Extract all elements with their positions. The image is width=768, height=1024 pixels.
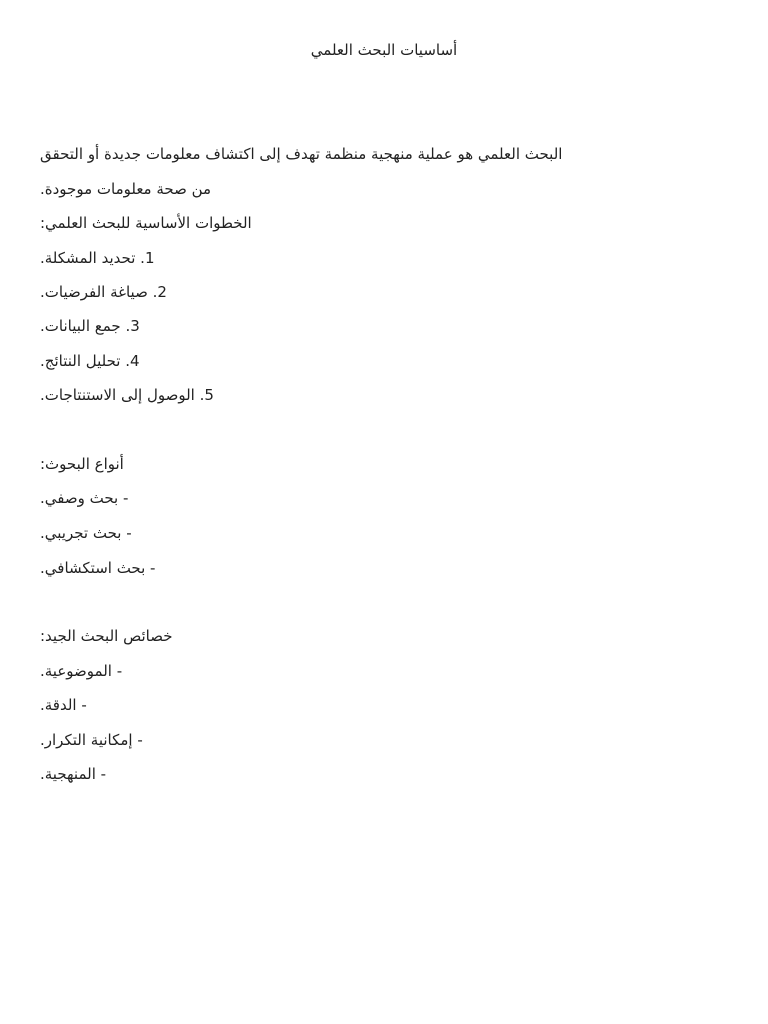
traits-heading: خصائص البحث الجيد: bbox=[40, 627, 173, 645]
step-item: 3. جمع البيانات. bbox=[40, 317, 140, 335]
step-item: 4. تحليل النتائج. bbox=[40, 352, 140, 370]
step-item: 2. صياغة الفرضيات. bbox=[40, 283, 167, 301]
trait-item: - المنهجية. bbox=[40, 765, 107, 783]
type-item: - بحث تجريبي. bbox=[40, 524, 132, 542]
type-item: - بحث استكشافي. bbox=[40, 559, 156, 577]
trait-item: - الدقة. bbox=[40, 696, 87, 714]
intro-line-2: من صحة معلومات موجودة. bbox=[40, 180, 212, 198]
trait-item: - إمكانية التكرار. bbox=[40, 731, 143, 749]
intro-line-1: البحث العلمي هو عملية منهجية منظمة تهدف إلى اكتشاف معلومات جديدة أو التحقق bbox=[40, 145, 563, 163]
step-item: 1. تحديد المشكلة. bbox=[40, 249, 155, 267]
step-item: 5. الوصول إلى الاستنتاجات. bbox=[40, 386, 214, 404]
document-title: أساسيات البحث العلمي bbox=[310, 41, 458, 59]
type-item: - بحث وصفي. bbox=[40, 489, 129, 507]
steps-heading: الخطوات الأساسية للبحث العلمي: bbox=[40, 214, 252, 232]
types-heading: أنواع البحوث: bbox=[40, 455, 124, 473]
trait-item: - الموضوعية. bbox=[40, 662, 123, 680]
